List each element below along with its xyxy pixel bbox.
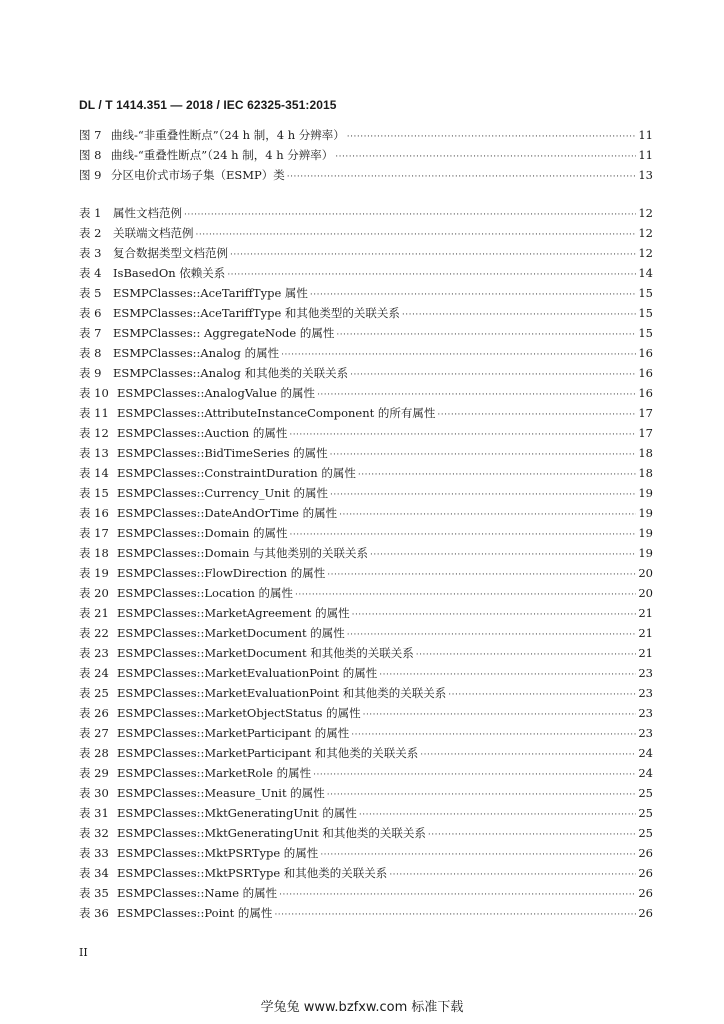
entry-number: 表 28	[79, 746, 109, 760]
entry-page: 15	[638, 326, 653, 340]
entry-page: 26	[638, 906, 653, 920]
dot-leader	[287, 172, 637, 182]
entry-page: 26	[638, 846, 653, 860]
table-entry	[79, 445, 653, 465]
table-entry	[79, 625, 653, 645]
entry-title: ESMPClasses::MarketEvaluationPoint 和其他类的关联关系	[117, 686, 447, 700]
dot-leader	[448, 690, 636, 700]
dot-leader	[330, 490, 636, 500]
entry-title: ESMPClasses::MktPSRType 的属性	[117, 846, 319, 860]
entry-title: ESMPClasses::MktGeneratingUnit 的属性	[117, 806, 357, 820]
entry-page: 15	[638, 306, 653, 320]
entry-title: ESMPClasses::MarketAgreement 的属性	[117, 606, 350, 620]
entry-page: 23	[638, 666, 653, 680]
entry-page: 17	[638, 426, 653, 440]
dot-leader	[227, 270, 636, 280]
watermark: 学兔兔 www.bzfxw.com 标准下载	[260, 1000, 464, 1015]
entry-number: 表 10	[79, 386, 109, 400]
dot-leader	[420, 750, 636, 760]
table-entry	[79, 765, 653, 785]
entry-title: ESMPClasses::ConstraintDuration 的属性	[117, 466, 356, 480]
entry-page: 23	[638, 726, 653, 740]
entry-title: ESMPClasses::BidTimeSeries 的属性	[117, 446, 328, 460]
entry-page: 12	[638, 226, 653, 240]
entry-page: 23	[638, 686, 653, 700]
entry-page: 12	[638, 246, 653, 260]
entry-number: 表 9	[79, 366, 102, 380]
dot-leader	[335, 152, 636, 162]
entry-number: 表 1	[79, 206, 102, 220]
entry-number: 表 25	[79, 686, 109, 700]
dot-leader	[230, 250, 636, 260]
dot-leader	[313, 770, 636, 780]
entry-page: 18	[638, 446, 653, 460]
entry-title: 分区电价式市场子集（ESMP）类	[111, 168, 285, 182]
dot-leader	[327, 790, 637, 800]
entry-number: 表 18	[79, 546, 109, 560]
entry-number: 图 7	[79, 128, 102, 142]
table-entry	[79, 245, 653, 265]
entry-number: 表 15	[79, 486, 109, 500]
dot-leader	[347, 630, 637, 640]
entry-number: 表 19	[79, 566, 109, 580]
entry-page: 19	[638, 486, 653, 500]
table-entry	[79, 505, 653, 525]
entry-number: 表 34	[79, 866, 109, 880]
entry-number: 表 2	[79, 226, 102, 240]
table-entry	[79, 785, 653, 805]
entry-number: 表 31	[79, 806, 109, 820]
entry-title: ESMPClasses::MktGeneratingUnit 和其他类的关联关系	[117, 826, 426, 840]
entry-number: 图 9	[79, 168, 102, 182]
dot-leader	[402, 310, 636, 320]
entry-number: 表 24	[79, 666, 109, 680]
entry-number: 表 5	[79, 286, 102, 300]
table-entry	[79, 865, 653, 885]
table-list	[79, 205, 653, 925]
entry-number: 表 33	[79, 846, 109, 860]
entry-page: 25	[638, 826, 653, 840]
entry-title: ESMPClasses::AttributeInstanceComponent 的所有属性	[117, 406, 436, 420]
dot-leader	[310, 290, 636, 300]
table-entry	[79, 705, 653, 725]
entry-page: 14	[638, 266, 653, 280]
entry-title: ESMPClasses::AnalogValue 的属性	[117, 386, 316, 400]
table-entry	[79, 725, 653, 745]
entry-page: 11	[638, 128, 653, 142]
dot-leader	[379, 670, 636, 680]
entry-page: 19	[638, 506, 653, 520]
entry-title: ESMPClasses::Domain 与其他类别的关联关系	[117, 546, 369, 560]
entry-number: 表 12	[79, 426, 109, 440]
entry-page: 20	[638, 586, 653, 600]
table-entry	[79, 465, 653, 485]
entry-page: 13	[638, 168, 653, 182]
entry-title: ESMPClasses::Auction 的属性	[117, 426, 288, 440]
entry-page: 20	[638, 566, 653, 580]
entry-title: ESMPClasses::AceTariffType 和其他类型的关联关系	[113, 306, 400, 320]
dot-leader	[416, 650, 637, 660]
dot-leader	[330, 450, 637, 460]
entry-page: 18	[638, 466, 653, 480]
entry-page: 25	[638, 806, 653, 820]
entry-number: 表 23	[79, 646, 109, 660]
entry-page: 26	[638, 866, 653, 880]
dot-leader	[320, 850, 636, 860]
table-entry	[79, 685, 653, 705]
entry-page: 19	[638, 526, 653, 540]
entry-page: 23	[638, 706, 653, 720]
table-entry	[79, 905, 653, 925]
entry-number: 表 17	[79, 526, 109, 540]
entry-number: 表 29	[79, 766, 109, 780]
entry-number: 表 36	[79, 906, 109, 920]
entry-number: 表 14	[79, 466, 109, 480]
table-entry	[79, 525, 653, 545]
entry-title: ESMPClasses::MarketEvaluationPoint 的属性	[117, 666, 378, 680]
dot-leader	[347, 132, 637, 142]
entry-title: ESMPClasses::FlowDirection 的属性	[117, 566, 326, 580]
entry-page: 24	[638, 766, 653, 780]
figure-list	[79, 127, 653, 187]
table-entry	[79, 385, 653, 405]
dot-leader	[339, 510, 636, 520]
entry-number: 表 8	[79, 346, 102, 360]
dot-leader	[359, 810, 636, 820]
entry-number: 表 26	[79, 706, 109, 720]
table-entry	[79, 485, 653, 505]
entry-title: ESMPClasses::Point 的属性	[117, 906, 273, 920]
table-entry	[79, 565, 653, 585]
entry-number: 表 13	[79, 446, 109, 460]
figure-entry	[79, 147, 653, 167]
page-folio: II	[79, 946, 88, 959]
entry-page: 21	[638, 646, 653, 660]
dot-leader	[428, 830, 636, 840]
entry-title: IsBasedOn 依赖关系	[113, 266, 226, 280]
dot-leader	[184, 210, 636, 220]
dot-leader	[289, 430, 636, 440]
entry-number: 表 22	[79, 626, 109, 640]
entry-page: 11	[638, 148, 653, 162]
entry-title: ESMPClasses::Analog 的属性	[113, 346, 280, 360]
dot-leader	[281, 350, 636, 360]
entry-number: 表 4	[79, 266, 102, 280]
entry-number: 表 27	[79, 726, 109, 740]
entry-page: 12	[638, 206, 653, 220]
dot-leader	[279, 890, 636, 900]
document-header: DL / T 1414.351 — 2018 / IEC 62325-351:2015	[79, 98, 337, 112]
entry-title: ESMPClasses::Name 的属性	[117, 886, 278, 900]
entry-number: 图 8	[79, 148, 102, 162]
entry-title: ESMPClasses::MarketDocument 的属性	[117, 626, 345, 640]
entry-number: 表 30	[79, 786, 109, 800]
entry-number: 表 20	[79, 586, 109, 600]
dot-leader	[274, 910, 636, 920]
table-entry	[79, 325, 653, 345]
entry-title: 属性文档范例	[113, 206, 182, 220]
dot-leader	[317, 390, 636, 400]
dot-leader	[327, 570, 636, 580]
entry-page: 17	[638, 406, 653, 420]
entry-page: 16	[638, 386, 653, 400]
table-entry	[79, 305, 653, 325]
entry-number: 表 6	[79, 306, 102, 320]
dot-leader	[290, 530, 637, 540]
entry-title: ESMPClasses::MarketParticipant 的属性	[117, 726, 350, 740]
entry-title: ESMPClasses::Domain 的属性	[117, 526, 288, 540]
entry-title: 复合数据类型文档范例	[113, 246, 228, 260]
entry-number: 表 21	[79, 606, 109, 620]
table-entry	[79, 605, 653, 625]
entry-number: 表 11	[79, 406, 109, 420]
dot-leader	[358, 470, 637, 480]
entry-title: ESMPClasses:: AggregateNode 的属性	[113, 326, 335, 340]
entry-number: 表 16	[79, 506, 109, 520]
entry-page: 21	[638, 606, 653, 620]
entry-title: ESMPClasses::MarketObjectStatus 的属性	[117, 706, 361, 720]
table-entry	[79, 645, 653, 665]
entry-title: ESMPClasses::MktPSRType 和其他类的关联关系	[117, 866, 388, 880]
table-entry	[79, 265, 653, 285]
dot-leader	[350, 370, 636, 380]
table-entry	[79, 405, 653, 425]
dot-leader	[370, 550, 636, 560]
entry-page: 19	[638, 546, 653, 560]
entry-page: 15	[638, 286, 653, 300]
entry-title: ESMPClasses::DateAndOrTime 的属性	[117, 506, 338, 520]
entry-title: ESMPClasses::MarketParticipant 和其他类的关联关系	[117, 746, 419, 760]
table-entry	[79, 285, 653, 305]
entry-title: ESMPClasses::MarketDocument 和其他类的关联关系	[117, 646, 414, 660]
table-entry	[79, 845, 653, 865]
entry-number: 表 7	[79, 326, 102, 340]
dot-leader	[437, 410, 636, 420]
entry-title: ESMPClasses::Analog 和其他类的关联关系	[113, 366, 349, 380]
table-entry	[79, 205, 653, 225]
table-entry	[79, 665, 653, 685]
entry-title: 关联端文档范例	[113, 226, 194, 240]
dot-leader	[196, 230, 637, 240]
table-entry	[79, 805, 653, 825]
table-entry	[79, 885, 653, 905]
figure-entry	[79, 127, 653, 147]
entry-title: ESMPClasses::Location 的属性	[117, 586, 294, 600]
table-entry	[79, 225, 653, 245]
dot-leader	[352, 610, 637, 620]
entry-title: ESMPClasses::MarketRole 的属性	[117, 766, 312, 780]
dot-leader	[351, 730, 636, 740]
entry-page: 25	[638, 786, 653, 800]
entry-number: 表 35	[79, 886, 109, 900]
entry-title: 曲线-“非重叠性断点”（24 h 制，4 h 分辨率）	[111, 128, 345, 142]
entry-title: 曲线-“重叠性断点”（24 h 制，4 h 分辨率）	[111, 148, 334, 162]
dot-leader	[389, 870, 636, 880]
dot-leader	[295, 590, 636, 600]
entry-page: 24	[638, 746, 653, 760]
table-entry	[79, 585, 653, 605]
table-entry	[79, 825, 653, 845]
entry-page: 16	[638, 366, 653, 380]
entry-number: 表 32	[79, 826, 109, 840]
entry-title: ESMPClasses::Currency_Unit 的属性	[117, 486, 329, 500]
entry-title: ESMPClasses::AceTariffType 属性	[113, 286, 308, 300]
entry-page: 26	[638, 886, 653, 900]
table-entry	[79, 425, 653, 445]
table-entry	[79, 365, 653, 385]
dot-leader	[336, 330, 636, 340]
entry-title: ESMPClasses::Measure_Unit 的属性	[117, 786, 325, 800]
figure-entry	[79, 167, 653, 187]
entry-number: 表 3	[79, 246, 102, 260]
table-entry	[79, 545, 653, 565]
table-entry	[79, 745, 653, 765]
dot-leader	[363, 710, 637, 720]
entry-page: 16	[638, 346, 653, 360]
entry-page: 21	[638, 626, 653, 640]
table-entry	[79, 345, 653, 365]
